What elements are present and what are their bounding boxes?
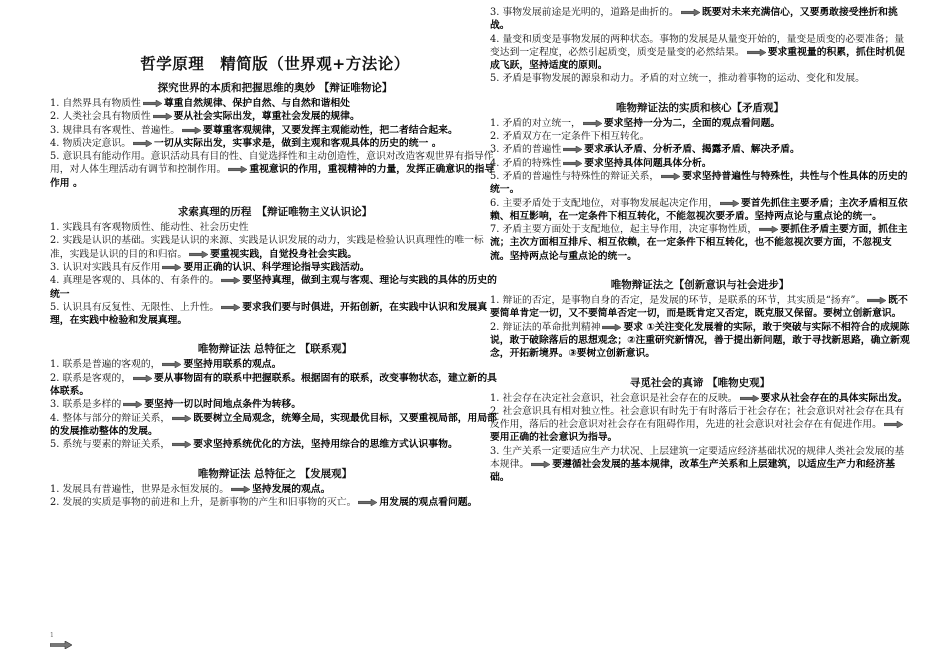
methodology-text: 要从事物固有的联系中把握联系。根据固有的联系，改变事物状态，建立新的具体联系。 xyxy=(50,372,497,398)
principle-text: 1. 社会存在决定社会意识，社会意识是社会存在的反映。 xyxy=(490,392,738,404)
principle-text: 6. 主要矛盾处于支配地位，对事物发展起决定作用， xyxy=(490,197,718,209)
arrow-icon xyxy=(681,9,700,16)
principle-text: 2. 实践是认识的基础。实践是认识的来源、实践是认识发展的动力，实践是检验认识真理性的唯一标准，实践是认识的目的和归宿。 xyxy=(50,235,484,260)
principle-text: 4. 量变和质变是事物发展的两种状态。事物的发展是从量变开始的，量变是质变的必要准备；量变达到一定程度，必然引起质变，质变是量变的必然结果。 xyxy=(490,33,905,58)
methodology-text: 要求坚持系统优化的方法，坚持用综合的思维方式认识事物。 xyxy=(193,439,458,451)
principle-text: 1. 矛盾的对立统一， xyxy=(490,117,581,129)
principle-item xyxy=(490,321,910,361)
principle-text: 2. 矛盾双方在一定条件下相互转化。 xyxy=(490,131,650,143)
section xyxy=(490,6,910,86)
principle-text: 1. 辩证的否定，是事物自身的否定，是发展的环节，是联系的环节，其实质是“扬弃”。 xyxy=(490,295,866,307)
arrow-icon xyxy=(228,166,247,173)
principle-text: 1. 自然界具有物质性 xyxy=(50,98,141,109)
section-title: 唯物辩证法 总特征之 【联系观】 xyxy=(197,343,353,356)
arrow-icon xyxy=(563,146,582,153)
principle-text: 3. 认识对实践具有反作用 xyxy=(50,261,161,273)
methodology-text: 一切从实际出发，实事求是，做到主观和客观具体的历史的统一 。 xyxy=(154,137,442,149)
principle-text: 2. 社会意识具有相对独立性。社会意识有时先于有时落后于社会存在；社会意识对社会存在具有反作用，落后的社会意识对社会存在有阻碍作用，先进的社会意识对社会存在有促进作用。 xyxy=(490,405,905,431)
section-title: 寻觅社会的真谛 【唯物史观】 xyxy=(629,376,771,389)
principle-text: 3. 矛盾的普遍性 xyxy=(490,144,562,156)
section xyxy=(50,341,500,451)
principle-text: 1. 联系是普遍的客观的， xyxy=(50,359,161,371)
left-sections xyxy=(50,80,500,509)
section xyxy=(50,80,500,190)
methodology-text: 要坚持真理，做到主观与客观、理论与实践的具体的历史的统一 xyxy=(50,275,497,300)
principle-item xyxy=(490,223,910,263)
arrow-icon xyxy=(162,361,181,368)
principle-text: 4. 真理是客观的、具体的、有条件的。 xyxy=(50,275,220,287)
methodology-text: 要坚持一切以时间地点条件为转移。 xyxy=(144,399,301,411)
methodology-text: 要抓住矛盾主要方面，抓住主流；主次方面相互排斥、相互依赖，在一定条件下相互转化，也不能忽视次要方面，不忽视支流。坚持两点论与重点论的统一。 xyxy=(490,224,908,262)
principle-item xyxy=(490,170,910,197)
principle-item xyxy=(50,438,500,451)
principle-text: 5. 认识具有反复性、无限性、上升性。 xyxy=(50,301,220,313)
principle-item xyxy=(50,261,500,274)
methodology-text: 要求从社会存在的具体实际出发。 xyxy=(760,392,908,404)
principle-item xyxy=(50,372,500,399)
arrow-icon xyxy=(153,113,172,120)
principle-text: 4. 整体与部分的辩证关系， xyxy=(50,412,171,424)
principle-item xyxy=(50,358,500,371)
principle-text: 3. 联系是多样的 xyxy=(50,399,122,411)
arrow-icon xyxy=(867,297,886,304)
principle-item xyxy=(50,412,500,439)
principle-text: 3. 生产关系一定要适应生产力状况、上层建筑一定要适应经济基础状况的规律人类社会发展的基本规律。 xyxy=(490,445,905,471)
arrow-icon xyxy=(531,461,550,468)
principle-item xyxy=(490,197,910,224)
principle-item xyxy=(50,398,500,411)
arrow-icon xyxy=(661,173,680,180)
arrow-icon xyxy=(740,395,759,402)
document-title: 哲学原理 精简版（世界观+方法论） xyxy=(140,55,410,73)
principle-text: 2. 人类社会具有物质性 xyxy=(50,111,151,123)
arrow-icon xyxy=(162,264,181,271)
methodology-text: 尊重自然规律、保护自然、与自然和谐相处 xyxy=(163,98,350,109)
principle-text: 5. 矛盾的普遍性与特殊性的辩证关系， xyxy=(490,170,660,182)
methodology-text: 要首先抓住主要矛盾；主次矛盾相互依赖、相互影响，在一定条件下相互转化，不能忽视次要矛盾。坚持两点论与重点论的统一。 xyxy=(490,197,908,222)
principle-item xyxy=(490,130,910,143)
arrow-icon xyxy=(133,375,152,382)
principle-text: 3. 规律具有客观性、普遍性。 xyxy=(50,124,181,136)
methodology-text: 要重视实践，自觉投身社会实践。 xyxy=(210,248,358,260)
principle-text: 2. 联系是客观的， xyxy=(50,372,132,384)
principle-item xyxy=(50,496,500,509)
section-title: 唯物辩证法之【创新意识与社会进步】 xyxy=(610,279,790,292)
section xyxy=(490,277,910,360)
right-column xyxy=(490,6,910,499)
principle-item xyxy=(50,124,500,137)
principle-text: 1. 实践具有客观物质性、能动性、社会历史性 xyxy=(50,222,249,234)
principle-text: 4. 物质决定意识。 xyxy=(50,137,132,149)
section xyxy=(490,100,910,263)
methodology-text: 重视意识的作用，重视精神的力量，发挥正确意识的指导作用 。 xyxy=(50,164,495,189)
section xyxy=(50,204,500,327)
arrow-icon xyxy=(583,120,602,127)
arrow-icon xyxy=(358,499,377,506)
principle-text: 2. 发展的实质是事物的前进和上升，是新事物的产生和旧事物的灭亡。 xyxy=(50,496,357,508)
principle-text: 5. 意识具有能动作用。意识活动具有目的性、自觉选择性和主动创造性，意识对改造客观世界有指导作用，对人体生理活动有调节和控制作用。 xyxy=(50,151,494,176)
methodology-text: 要求重视量的积累，抓住时机促成飞跃，坚持适度的原则。 xyxy=(490,46,905,72)
methodology-text: 既要树立全局观念，统筹全局，实现最优目标，又要重视局部，用局部的发展推动整体的发展。 xyxy=(50,412,497,437)
principle-item xyxy=(50,110,500,123)
methodology-text: 要尊重客观规律，又要发挥主观能动性，把二者结合起来。 xyxy=(203,124,458,136)
methodology-text: 要求坚持具体问题具体分析。 xyxy=(584,157,712,169)
arrow-icon xyxy=(231,486,250,493)
principle-item xyxy=(490,157,910,170)
principle-item xyxy=(490,33,910,73)
arrow-icon xyxy=(172,415,191,422)
methodology-text: 要求坚持普遍性与特殊性，共性与个性具体的历史的统一。 xyxy=(490,170,908,196)
page-marker: 1 xyxy=(50,632,54,639)
principle-item xyxy=(490,143,910,156)
section-title: 唯物辩证法 总特征之 【发展观】 xyxy=(197,467,353,480)
methodology-text: 要求 ①关注变化发展着的实际，敢于突破与实际不相符合的成规陈说，敢于破除落后的思想观念；②注重研究新情况，善于提出新问题，敢于寻找新思路，确立新观念，开拓新境界。③要树立创新意识。 xyxy=(490,321,910,360)
principle-text: 7. 矛盾主要方面处于支配地位，起主导作用，决定事物性质， xyxy=(490,224,758,236)
arrow-icon xyxy=(123,401,142,408)
arrow-icon xyxy=(189,251,208,258)
right-sections xyxy=(490,6,910,485)
arrow-icon xyxy=(747,49,766,56)
left-column xyxy=(50,52,500,523)
principle-item xyxy=(490,405,910,445)
arrow-icon xyxy=(563,160,582,167)
methodology-text: 要求坚持一分为二，全面的观点看问题。 xyxy=(603,117,781,129)
principle-item xyxy=(490,6,910,33)
section xyxy=(490,375,910,485)
principle-item xyxy=(50,483,500,496)
arrow-icon xyxy=(602,324,621,331)
arrow-icon xyxy=(221,277,240,284)
methodology-text: 要求我们要与时俱进，开拓创新，在实践中认识和发展真理，在实践中检验和发展真理。 xyxy=(50,301,488,327)
principle-text: 2. 辩证法的革命批判精神 xyxy=(490,321,601,333)
principle-item xyxy=(50,97,500,110)
arrow-icon xyxy=(172,441,191,448)
principle-item xyxy=(50,150,500,190)
principle-item xyxy=(490,294,910,321)
methodology-text: 要用正确的认识、科学理论指导实践活动。 xyxy=(183,261,370,273)
principle-item xyxy=(490,117,910,130)
methodology-text: 要用正确的社会意识为指导。 xyxy=(490,432,618,444)
principle-text: 5. 系统与要素的辩证关系， xyxy=(50,439,171,451)
arrow-icon xyxy=(133,140,152,147)
principle-item xyxy=(50,137,500,150)
principle-text: 5. 矛盾是事物发展的源泉和动力。矛盾的对立统一，推动着事物的运动、变化和发展。 xyxy=(490,73,865,85)
principle-item xyxy=(50,234,500,261)
principle-item xyxy=(490,445,910,485)
arrow-icon xyxy=(884,421,903,428)
principle-item xyxy=(50,221,500,234)
principle-text: 4. 矛盾的特殊性 xyxy=(490,157,562,169)
section-title: 探究世界的本质和把握思维的奥妙 【辩证唯物论】 xyxy=(157,82,393,94)
methodology-text: 要从社会实际出发，尊重社会发展的规律。 xyxy=(173,111,360,123)
arrow-icon xyxy=(759,226,778,233)
page-arrow-icon xyxy=(50,641,72,649)
methodology-text: 既要对未来充满信心，又要勇敢接受挫折和挑战。 xyxy=(490,7,898,32)
section-title: 求索真理的历程 【辩证唯物主义认识论】 xyxy=(177,206,373,219)
principle-item xyxy=(490,392,910,405)
methodology-text: 要求承认矛盾、分析矛盾、揭露矛盾、解决矛盾。 xyxy=(584,144,800,156)
arrow-icon xyxy=(182,127,201,134)
methodology-text: 既不要简单肯定一切，又不要简单否定一切，而是既肯定又否定，既克服又保留。要树立创新意识。 xyxy=(490,295,908,320)
arrow-icon xyxy=(143,100,162,107)
principle-item xyxy=(50,274,500,301)
section-title: 唯物辩证法的实质和核心【矛盾观】 xyxy=(616,101,784,114)
section xyxy=(50,466,500,510)
principle-item xyxy=(50,301,500,328)
principle-item xyxy=(490,72,910,85)
methodology-text: 要坚持用联系的观点。 xyxy=(183,359,282,371)
methodology-text: 用发展的观点看问题。 xyxy=(379,496,478,508)
methodology-text: 要遵循社会发展的基本规律，改革生产关系和上层建筑，以适应生产力和经济基础。 xyxy=(490,459,896,484)
arrow-icon xyxy=(221,304,240,311)
principle-text: 1. 发展具有普遍性，世界是永恒发展的。 xyxy=(50,483,230,495)
arrow-icon xyxy=(720,200,739,207)
principle-text: 3. 事物发展前途是光明的，道路是曲折的。 xyxy=(490,7,679,18)
methodology-text: 坚持发展的观点。 xyxy=(252,483,331,495)
